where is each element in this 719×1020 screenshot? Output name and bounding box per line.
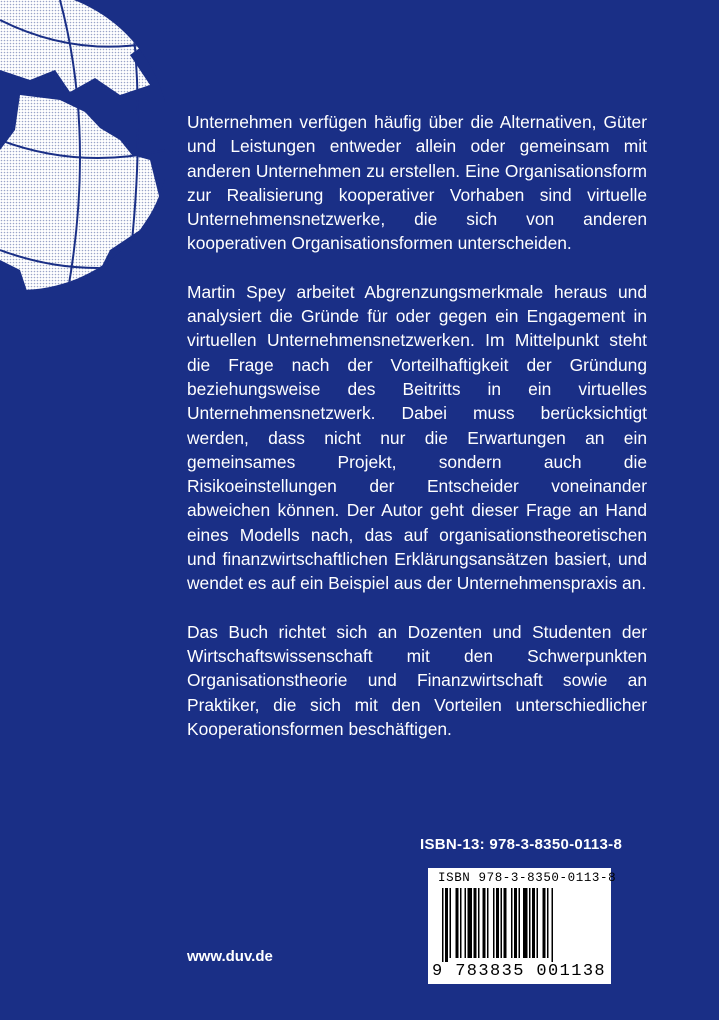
barcode-bar (465, 888, 467, 958)
barcode-bar (547, 888, 549, 958)
barcode-bar (529, 888, 531, 958)
barcode-bar (501, 888, 503, 958)
barcode-bar (552, 888, 554, 962)
barcode-bar (474, 888, 477, 958)
barcode-bars (442, 888, 600, 962)
barcode-bar (537, 888, 539, 958)
barcode-bar (493, 888, 495, 958)
barcode-bar (442, 888, 444, 962)
barcode-number: 9 783835 001138 (432, 962, 607, 981)
globe-illustration (0, 0, 165, 330)
barcode-bar (483, 888, 486, 958)
barcode-bar (496, 888, 499, 958)
barcode-bar (487, 888, 489, 958)
barcode-bar (468, 888, 473, 958)
blurb-paragraph-1: Unternehmen verfügen häufig über die Alternativen, Güter und Leistungen entweder allein oder gemeinsam mit anderen Unternehmen zu erstellen. Eine Organisationsform zur Realisierung kooperativer Vorhaben sind virtuelle Unternehmensnetzwerke, die sich von anderen kooperativen Organisationsformen unterscheiden. (187, 112, 647, 254)
barcode-bar (519, 888, 521, 958)
barcode-bar (523, 888, 528, 958)
barcode-bar (450, 888, 452, 958)
barcode-bar (532, 888, 535, 958)
barcode-bar (478, 888, 480, 958)
barcode-isbn-text: ISBN 978-3-8350-0113-8 (438, 871, 617, 885)
barcode-bar (460, 888, 462, 958)
barcode-bar (543, 888, 546, 958)
isbn-label: ISBN-13: 978-3-8350-0113-8 (420, 836, 623, 853)
isbn-barcode (428, 868, 617, 984)
barcode-bar (456, 888, 459, 958)
back-cover-blurb (187, 110, 647, 765)
blurb-paragraph-3: Das Buch richtet sich an Dozenten und Studenten der Wirtschaftswissenschaft mit den Schwerpunkten Organisationstheorie und Finanzwirtschaft sowie an Praktiker, die sich mit den Vorteilen unterschiedlicher Kooperationsformen beschäftigen. (187, 621, 647, 739)
barcode-bar (514, 888, 517, 958)
barcode-bar (504, 888, 507, 958)
barcode-bar (511, 888, 513, 958)
website-link[interactable]: www.duv.de (187, 948, 273, 965)
barcode-bar (445, 888, 448, 962)
blurb-paragraph-2: Martin Spey arbeitet Abgrenzungsmerkmale heraus und analysiert die Gründe für oder gegen ein Engagement in virtuellen Unternehmensnetzwerken. Im Mittelpunkt steht die Frage nach der Vorteilhaftigkeit der Gründung beziehungsweise des Beitritts in ein virtuelles Unternehmensnetzwerk. Dabei muss berücksichtigt werden, dass nicht nur die Erwartungen an ein gemeinsames Projekt, sondern auch die Risikoeinstellungen der Entscheider voneinander abweichen können. Der Autor geht dieser Frage an Hand eines Modells nach, das auf organisationstheoretischen und finanzwirtschaftlichen Erklärungsansätzen basiert, und wendet es auf ein Beispiel aus der Unternehmenspraxis an. (187, 281, 647, 594)
